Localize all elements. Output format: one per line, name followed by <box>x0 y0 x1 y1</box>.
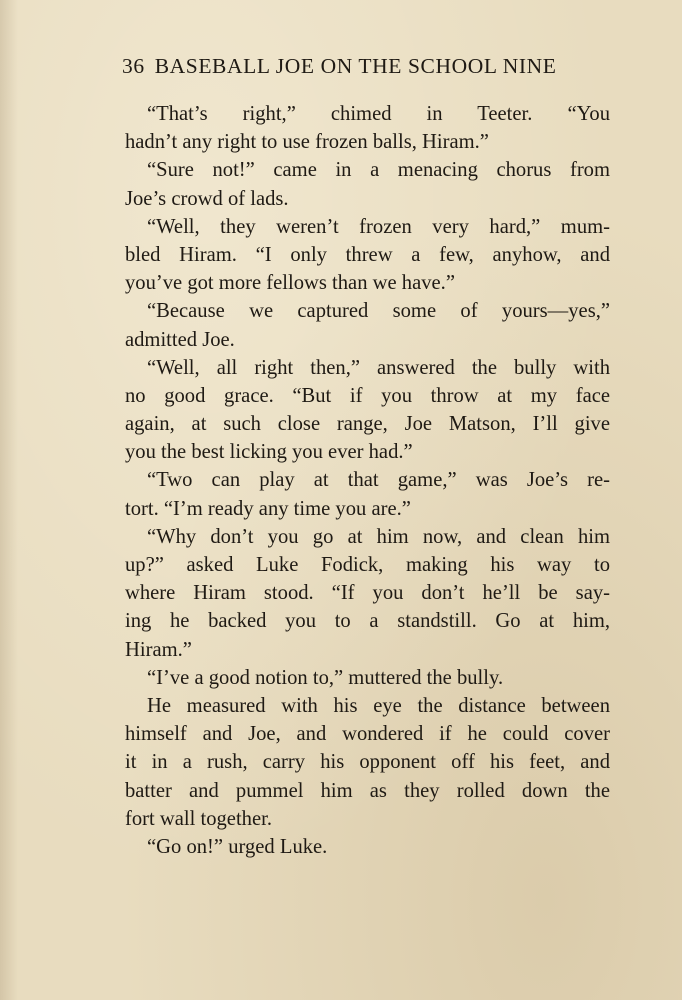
text-line: He measured with his eye the distance between <box>147 694 610 717</box>
text-line: hadn’t any right to use frozen balls, Hiram.” <box>125 131 489 154</box>
text-line: Hiram.” <box>125 638 192 661</box>
text-line: it in a rush, carry his opponent off his feet, and <box>125 751 610 774</box>
text-line: ing he backed you to a standstill. Go at him, <box>125 610 610 633</box>
text-line: you the best licking you ever had.” <box>125 441 413 464</box>
text-line: “Go on!” urged Luke. <box>147 835 328 858</box>
text-line: “Well, they weren’t frozen very hard,” mum- <box>147 215 610 238</box>
running-title: BASEBALL JOE ON THE SCHOOL NINE <box>154 54 557 78</box>
text-line: “Because we captured some of yours—yes,” <box>147 300 610 323</box>
text-line: batter and pummel him as they rolled down the <box>125 779 610 802</box>
body-text <box>125 100 610 861</box>
text-line: Joe’s crowd of lads. <box>125 187 289 210</box>
text-line: fort wall together. <box>125 807 272 830</box>
text-line: admitted Joe. <box>125 328 235 351</box>
page-number: 36 <box>122 54 145 78</box>
text-line: tort. “I’m ready any time you are.” <box>125 497 411 520</box>
text-line: “Why don’t you go at him now, and clean him <box>147 525 610 548</box>
text-line: where Hiram stood. “If you don’t he’ll be say- <box>125 582 610 605</box>
text-line: “I’ve a good notion to,” muttered the bully. <box>147 666 504 689</box>
text-line: “Sure not!” came in a menacing chorus from <box>147 159 610 182</box>
text-line: “That’s right,” chimed in Teeter. “You <box>147 103 610 125</box>
text-line: himself and Joe, and wondered if he could cover <box>125 723 610 746</box>
running-head <box>122 54 608 79</box>
text-line: “Two can play at that game,” was Joe’s re- <box>147 469 610 492</box>
text-line: “Well, all right then,” answered the bully with <box>147 356 610 379</box>
text-line: bled Hiram. “I only threw a few, anyhow, and <box>125 243 610 266</box>
text-line: up?” asked Luke Fodick, making his way to <box>125 554 610 576</box>
text-line: again, at such close range, Joe Matson, I’ll give <box>125 413 610 436</box>
gutter-shadow <box>0 0 18 1000</box>
text-line: you’ve got more fellows than we have.” <box>125 272 455 295</box>
text-line: no good grace. “But if you throw at my face <box>125 384 610 407</box>
